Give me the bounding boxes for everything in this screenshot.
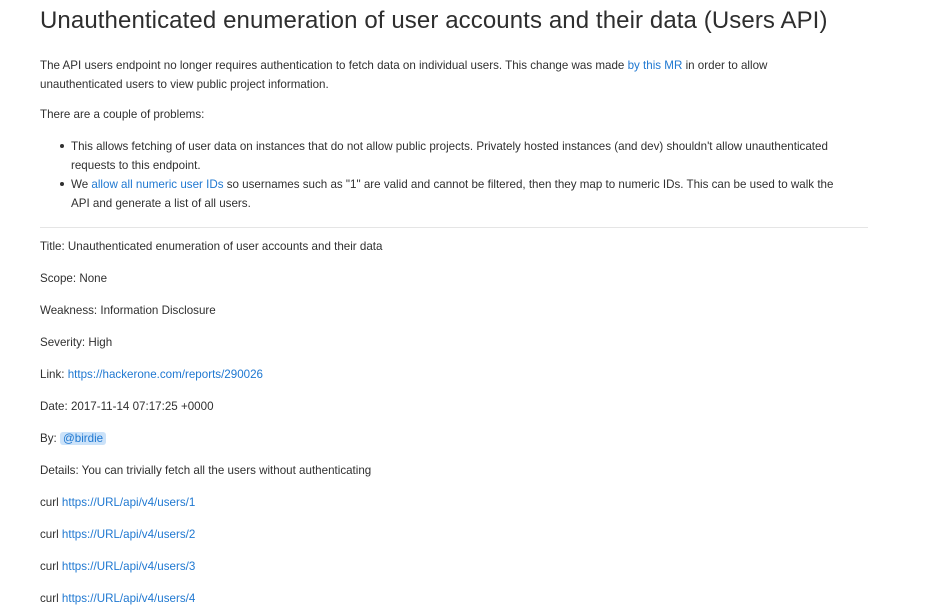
intro-text-after-link: in order to allow (682, 59, 768, 72)
meta-severity (40, 333, 112, 352)
curl-line-4 (40, 589, 195, 608)
curl-prefix: curl (40, 592, 62, 605)
curl-prefix: curl (40, 560, 62, 573)
problem-2-prefix: We (71, 178, 92, 191)
merge-request-link[interactable]: by this MR (627, 59, 683, 72)
meta-details (40, 461, 371, 480)
meta-date (40, 397, 214, 416)
meta-link (40, 365, 263, 384)
meta-weakness-value: Information Disclosure (100, 304, 216, 317)
intro-text: The API users endpoint no longer requires authentication to fetch data on individual users. This change was made (40, 59, 628, 72)
user-mention[interactable]: @birdie (60, 432, 106, 445)
meta-title (40, 237, 382, 256)
meta-title-value: Unauthenticated enumeration of user accounts and their data (67, 240, 383, 253)
curl-url-link[interactable]: https://URL/api/v4/users/4 (61, 592, 196, 605)
meta-weakness-label: Weakness: (40, 304, 101, 317)
meta-details-value: You can trivially fetch all the users without authenticating (81, 464, 372, 477)
curl-prefix: curl (40, 496, 62, 509)
meta-link-label: Link: (40, 368, 68, 381)
meta-weakness (40, 301, 216, 320)
meta-date-value: 2017-11-14 07:17:25 +0000 (70, 400, 214, 413)
problem-2-line1: so usernames such as "1" are valid and cannot be filtered, then they map to numeric IDs. This can be used to walk the (223, 178, 834, 191)
meta-severity-label: Severity: (40, 336, 89, 349)
curl-line-2 (40, 525, 195, 544)
meta-scope (40, 269, 107, 288)
list-item (40, 137, 868, 175)
problems-heading: There are a couple of problems: (40, 108, 205, 121)
problem-2-line2: API and generate a list of all users. (71, 197, 251, 210)
curl-url-link[interactable]: https://URL/api/v4/users/2 (61, 528, 196, 541)
list-item (40, 175, 868, 213)
problem-1-line1: This allows fetching of user data on instances that do not allow public projects. Privately hosted instances (and dev) shouldn't allow unauthenticated (71, 140, 828, 153)
meta-date-label: Date: (40, 400, 71, 413)
problem-1-line2: requests to this endpoint. (71, 159, 201, 172)
intro-paragraph (40, 56, 868, 94)
issue-title: Unauthenticated enumeration of user accounts and their data (Users API) (40, 7, 828, 34)
meta-scope-label: Scope: (40, 272, 80, 285)
curl-url-link[interactable]: https://URL/api/v4/users/1 (61, 496, 196, 509)
meta-title-label: Title: (40, 240, 68, 253)
hackerone-report-link[interactable]: https://hackerone.com/reports/290026 (67, 368, 263, 381)
meta-details-label: Details: (40, 464, 82, 477)
curl-prefix: curl (40, 528, 62, 541)
curl-line-1 (40, 493, 195, 512)
meta-scope-value: None (79, 272, 108, 285)
meta-severity-value: High (88, 336, 113, 349)
curl-line-3 (40, 557, 195, 576)
numeric-user-ids-link[interactable]: allow all numeric user IDs (91, 178, 224, 191)
curl-url-link[interactable]: https://URL/api/v4/users/3 (61, 560, 196, 573)
meta-by-label: By: (40, 432, 60, 445)
intro-text-line2: unauthenticated users to view public project information. (40, 78, 329, 91)
horizontal-divider (40, 227, 868, 228)
problems-list (40, 137, 868, 213)
meta-by (40, 429, 106, 448)
